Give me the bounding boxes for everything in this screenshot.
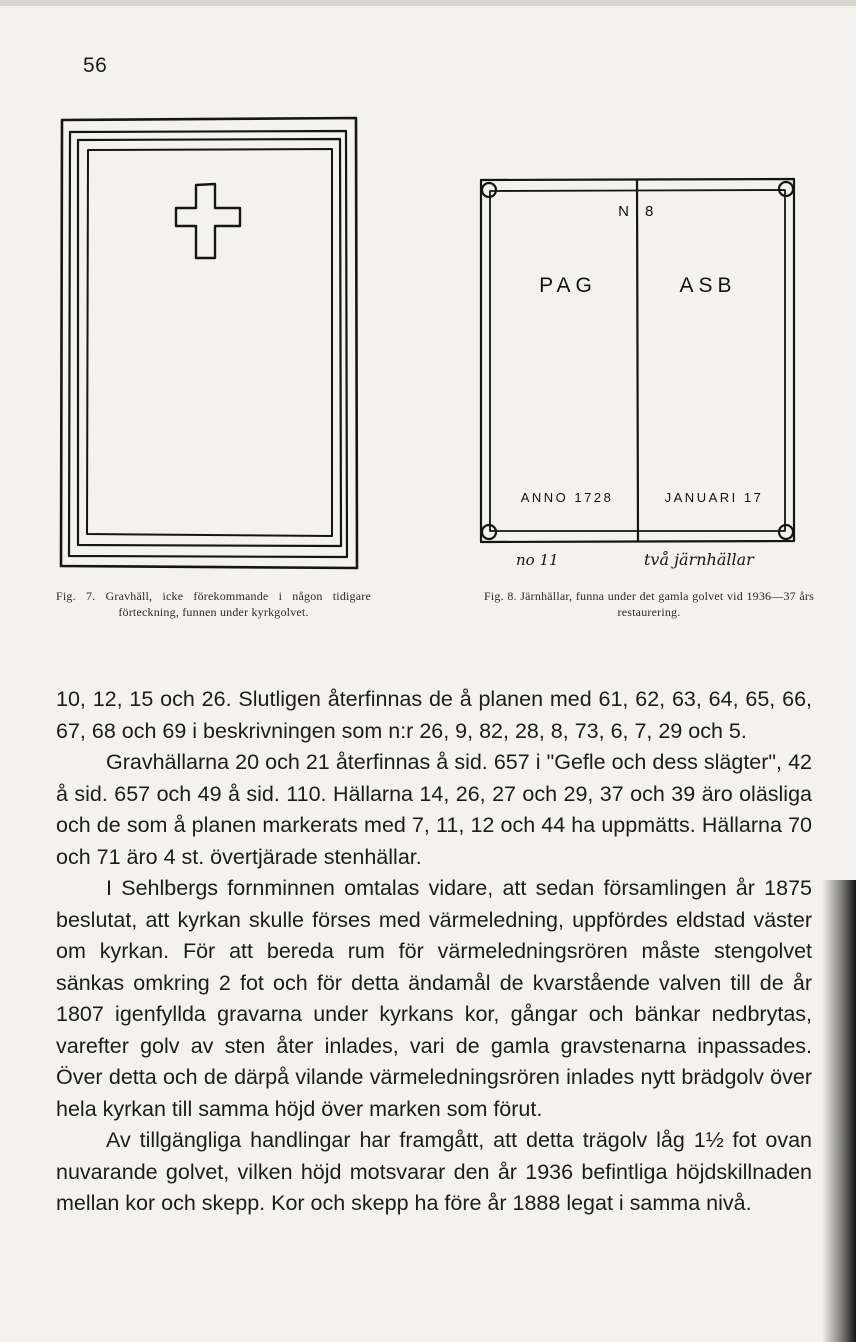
body-text xyxy=(56,684,812,1220)
initials-right: ASB xyxy=(679,274,737,297)
iron-plates-drawing xyxy=(476,174,806,576)
slab-third-border xyxy=(78,139,341,546)
initials-left: PAG xyxy=(539,274,597,297)
page-right-edge-shadow xyxy=(822,880,856,1342)
mark-left: N xyxy=(618,203,629,220)
mark-right: 8 xyxy=(645,203,654,220)
handwritten-note-right: två järnhällar xyxy=(644,550,754,569)
figure-7 xyxy=(56,112,366,574)
figure-7-caption: Fig. 7. Gravhäll, icke förekommande i någon tidigare förteckning, funnen under kyrkgolvet. xyxy=(56,589,371,619)
paragraph-3: I Sehlbergs fornminnen omtalas vidare, att sedan församlingen år 1875 beslutat, att kyrkan skulle förses med värmeledning, uppfördes eldstad väster om kyrkan. För att bereda rum för värmeledningsrören måste stengolvet sänkas omkring 2 fot och för detta ändamål de kvarstående valven till de år 1807 igenfyllda gravarna under kyrkans kor, gångar och bänkar nedbrytas, varefter golv av sten åter inlades, vari de gamla gravstenarna inpassades. Över detta och de därpå vilande värmeledningsrören inlades nytt brädgolv över hela kyrkan till samma höjd över marken som förut. xyxy=(56,876,812,1121)
grave-slab-drawing xyxy=(56,112,366,574)
inscription-bottom-right: JANUARI 17 xyxy=(664,490,764,505)
page-top-edge xyxy=(0,0,856,6)
paragraph-2: Gravhällarna 20 och 21 återfinnas å sid. 657 i "Gefle och dess slägter", 42 å sid. 657 och 49 å sid. 110. Hällarna 14, 26, 27 och 29, 37 och 39 äro oläsliga och de som å planen markerats med 7, 11, 12 och 44 ha uppmätts. Hällarna 70 och 71 äro 4 st. övertjärade stenhällar. xyxy=(56,750,812,869)
plates-center-divider xyxy=(637,179,638,542)
corner-bolt-bl xyxy=(482,525,496,539)
paragraph-1: 10, 12, 15 och 26. Slutligen återfinnas de å planen med 61, 62, 63, 64, 65, 66, 67, 68 och 69 i beskrivningen som n:r 26, 9, 82, 28, 8, 73, 6, 7, 29 och 5. xyxy=(56,687,812,743)
handwritten-note-left: no 11 xyxy=(516,551,559,569)
slab-second-border xyxy=(69,131,347,557)
paragraph-4: Av tillgängliga handlingar har framgått, att detta trägolv låg 1½ fot ovan nuvarande golvet, vilken höjd motsvarar den år 1936 befintliga höjdskillnaden mellan kor och skepp. Kor och skepp ha före år 1888 legat i samma nivå. xyxy=(56,1128,812,1215)
corner-bolt-tr xyxy=(779,182,793,196)
corner-bolt-tl xyxy=(482,183,496,197)
slab-inner-border xyxy=(87,149,332,536)
page-number: 56 xyxy=(83,54,108,77)
cross-icon xyxy=(176,184,240,258)
figure-8-caption: Fig. 8. Järnhällar, funna under det gamla golvet vid 1936—37 års restaurering. xyxy=(484,589,814,619)
figure-8 xyxy=(476,174,806,576)
corner-bolt-br xyxy=(779,525,793,539)
inscription-bottom-left: ANNO 1728 xyxy=(520,490,614,505)
